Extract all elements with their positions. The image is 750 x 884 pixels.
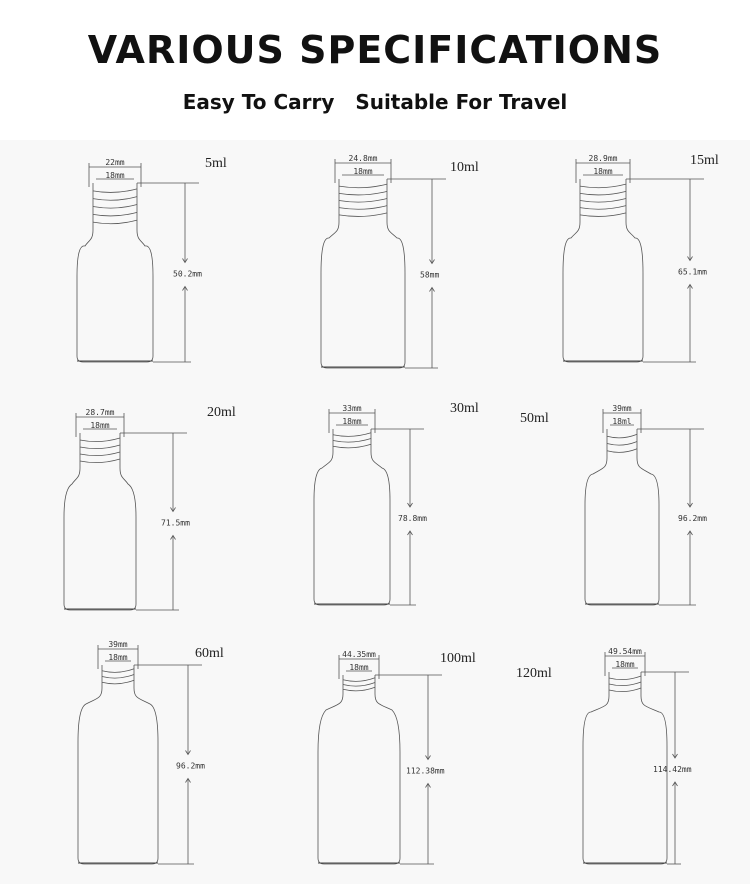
height-label: 58mm bbox=[420, 270, 440, 280]
capacity-label: 50ml bbox=[520, 411, 549, 426]
height-label: 78.8mm bbox=[398, 514, 427, 523]
bottle-10ml bbox=[321, 154, 479, 368]
bottle-outline bbox=[318, 675, 400, 864]
neck-diameter-label: 18mm bbox=[593, 167, 613, 176]
bottle-outline bbox=[78, 665, 158, 864]
page-subtitle: Easy To Carry Suitable For Travel bbox=[182, 90, 568, 114]
page-title: VARIOUS SPECIFICATIONS bbox=[87, 28, 663, 72]
capacity-label: 5ml bbox=[205, 156, 227, 171]
outer-diameter-label: 24.8mm bbox=[348, 154, 378, 163]
header bbox=[0, 0, 750, 140]
outer-diameter-label: 49.54mm bbox=[608, 647, 642, 656]
bottle-outline bbox=[77, 183, 153, 362]
bottle-20ml bbox=[64, 405, 236, 610]
bottle-100ml bbox=[318, 650, 476, 864]
outer-diameter-label: 39mm bbox=[612, 404, 632, 413]
capacity-label: 60ml bbox=[195, 646, 224, 661]
capacity-label: 30ml bbox=[450, 401, 479, 416]
capacity-label: 15ml bbox=[690, 153, 719, 168]
capacity-label: 120ml bbox=[516, 666, 552, 681]
bottle-60ml bbox=[78, 640, 224, 864]
bottle-30ml bbox=[314, 401, 479, 605]
outer-diameter-label: 33mm bbox=[342, 404, 362, 413]
neck-diameter-label: 18mm bbox=[90, 421, 110, 430]
height-label: 96.2mm bbox=[678, 514, 707, 523]
specifications-panel bbox=[0, 140, 750, 884]
outer-diameter-label: 22mm bbox=[105, 158, 125, 167]
capacity-label: 20ml bbox=[207, 405, 236, 420]
neck-diameter-label: 18mm bbox=[615, 660, 635, 669]
bottle-outline bbox=[321, 179, 405, 368]
neck-diameter-label: 18mm bbox=[108, 653, 128, 662]
bottle-outline bbox=[563, 179, 643, 362]
bottle-outline bbox=[314, 429, 390, 605]
neck-diameter-label: 18mm bbox=[353, 167, 373, 176]
bottle-120ml bbox=[516, 647, 692, 864]
neck-diameter-label: 18mm bbox=[105, 171, 125, 180]
neck-diameter-label: 18mm bbox=[342, 417, 362, 426]
bottle-5ml bbox=[77, 156, 227, 362]
capacity-label: 100ml bbox=[440, 651, 476, 666]
outer-diameter-label: 28.9mm bbox=[588, 154, 618, 163]
height-label: 71.5mm bbox=[161, 518, 190, 528]
height-label: 65.1mm bbox=[678, 267, 707, 277]
height-label: 112.38mm bbox=[406, 766, 445, 776]
height-label: 96.2mm bbox=[176, 761, 205, 771]
bottle-outline bbox=[64, 433, 136, 610]
height-label: 114.42mm bbox=[653, 765, 692, 774]
outer-diameter-label: 44.35mm bbox=[342, 650, 376, 659]
neck-diameter-label: 18mm bbox=[349, 663, 369, 672]
bottle-50ml bbox=[520, 404, 707, 605]
outer-diameter-label: 39mm bbox=[108, 640, 128, 649]
bottle-15ml bbox=[563, 153, 719, 362]
height-label: 50.2mm bbox=[173, 269, 202, 279]
neck-diameter-label: 18ml bbox=[612, 417, 632, 426]
capacity-label: 10ml bbox=[450, 160, 479, 175]
outer-diameter-label: 28.7mm bbox=[85, 408, 115, 417]
bottle-drawings bbox=[0, 140, 750, 884]
bottle-outline bbox=[585, 429, 659, 605]
